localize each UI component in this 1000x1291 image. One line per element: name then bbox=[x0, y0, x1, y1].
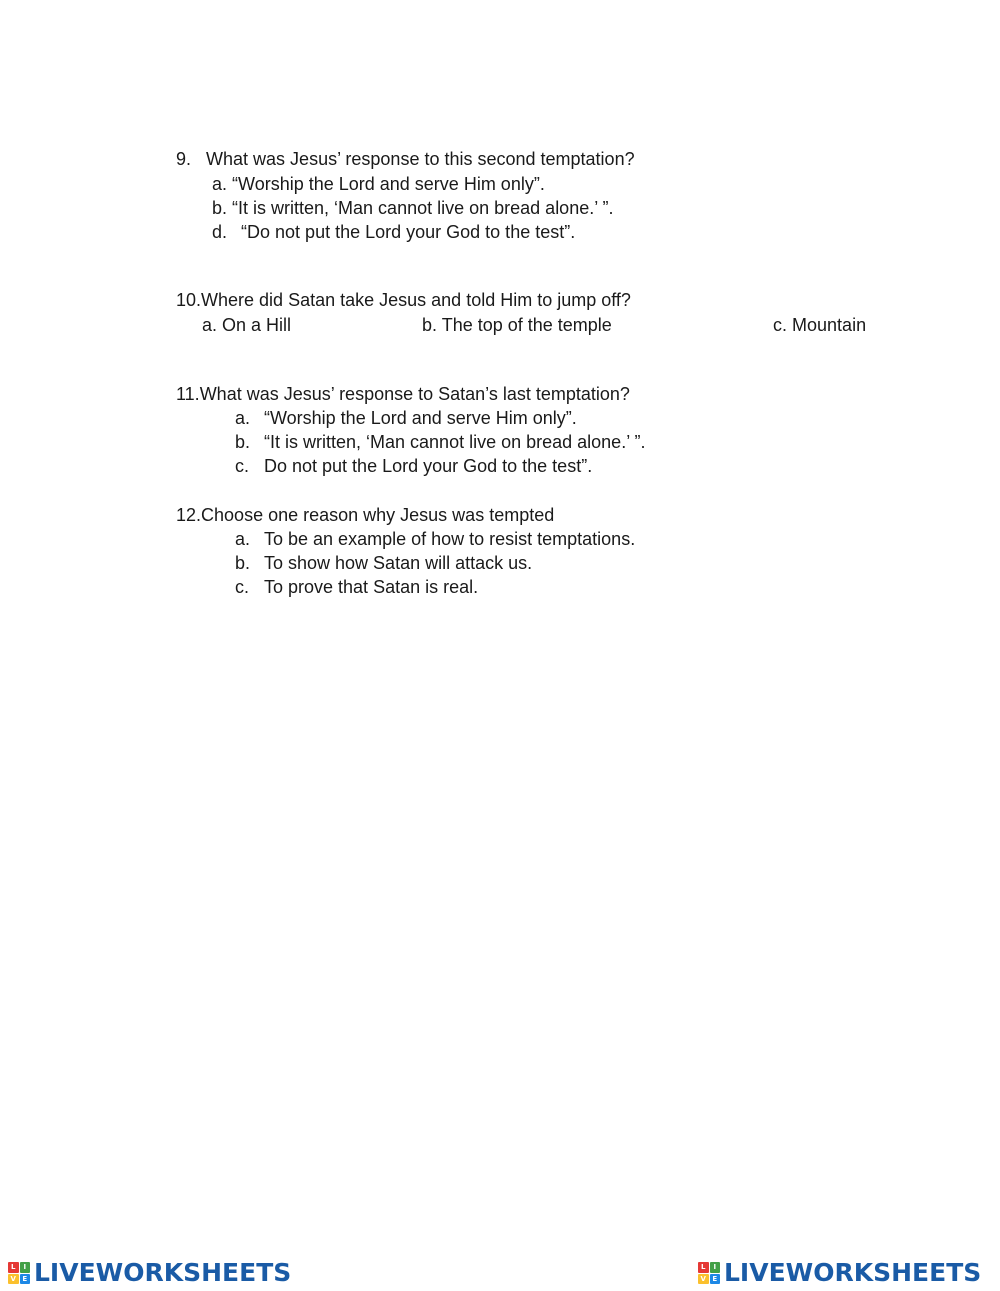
option-item bbox=[235, 575, 479, 599]
option-label: a. bbox=[202, 315, 218, 335]
option-label: b. bbox=[212, 198, 228, 218]
question-text: What was Jesus’ response to Satan’s last temptation? bbox=[199, 384, 630, 404]
option-label: b. bbox=[235, 432, 251, 452]
option-item bbox=[212, 220, 575, 244]
liveworksheets-mark-icon: L I V E bbox=[698, 1262, 720, 1284]
question-9 bbox=[176, 147, 635, 171]
option-text: To be an example of how to resist temptations. bbox=[264, 529, 636, 549]
option-text: To prove that Satan is real. bbox=[264, 577, 479, 597]
option-label: a. bbox=[212, 174, 228, 194]
liveworksheets-logo bbox=[698, 1258, 981, 1288]
option-label: a. bbox=[235, 529, 251, 549]
question-number: 9. bbox=[176, 149, 192, 169]
option-text: “Worship the Lord and serve Him only”. bbox=[232, 174, 545, 194]
option-text: To show how Satan will attack us. bbox=[264, 553, 533, 573]
liveworksheets-logo bbox=[8, 1258, 291, 1288]
option-item bbox=[235, 527, 636, 551]
option-text: Do not put the Lord your God to the test”. bbox=[264, 456, 593, 476]
option-item bbox=[202, 313, 291, 337]
question-text: What was Jesus’ response to this second temptation? bbox=[206, 149, 635, 169]
option-label: a. bbox=[235, 408, 251, 428]
option-text: The top of the temple bbox=[441, 315, 612, 335]
question-10 bbox=[176, 288, 631, 312]
option-label: b. bbox=[235, 553, 251, 573]
question-number: 10. bbox=[176, 290, 202, 310]
question-text: Choose one reason why Jesus was tempted bbox=[201, 505, 555, 525]
option-label: c. bbox=[235, 456, 250, 476]
liveworksheets-mark-icon: L I V E bbox=[8, 1262, 30, 1284]
option-text: “Worship the Lord and serve Him only”. bbox=[264, 408, 577, 428]
question-number: 12. bbox=[176, 505, 202, 525]
option-label: d. bbox=[212, 222, 228, 242]
option-item bbox=[235, 551, 533, 575]
option-label: c. bbox=[235, 577, 250, 597]
option-text: On a Hill bbox=[222, 315, 292, 335]
option-item bbox=[235, 430, 646, 454]
option-item bbox=[235, 406, 577, 430]
option-text: “It is written, ‘Man cannot live on bread alone.’ ”. bbox=[264, 432, 646, 452]
logo-text: LIVEWORKSHEETS bbox=[724, 1258, 982, 1287]
question-number: 11. bbox=[176, 384, 200, 404]
option-item bbox=[773, 313, 866, 337]
option-text: Mountain bbox=[792, 315, 867, 335]
option-item bbox=[212, 172, 545, 196]
option-item bbox=[212, 196, 614, 220]
question-text: Where did Satan take Jesus and told Him to jump off? bbox=[201, 290, 631, 310]
option-text: “Do not put the Lord your God to the test”. bbox=[241, 222, 576, 242]
question-12 bbox=[176, 503, 554, 527]
option-label: b. bbox=[422, 315, 438, 335]
option-label: c. bbox=[773, 315, 788, 335]
option-item bbox=[422, 313, 612, 337]
option-item bbox=[235, 454, 593, 478]
option-text: “It is written, ‘Man cannot live on bread alone.’ ”. bbox=[232, 198, 614, 218]
logo-text: LIVEWORKSHEETS bbox=[34, 1258, 292, 1287]
question-11 bbox=[176, 382, 630, 406]
